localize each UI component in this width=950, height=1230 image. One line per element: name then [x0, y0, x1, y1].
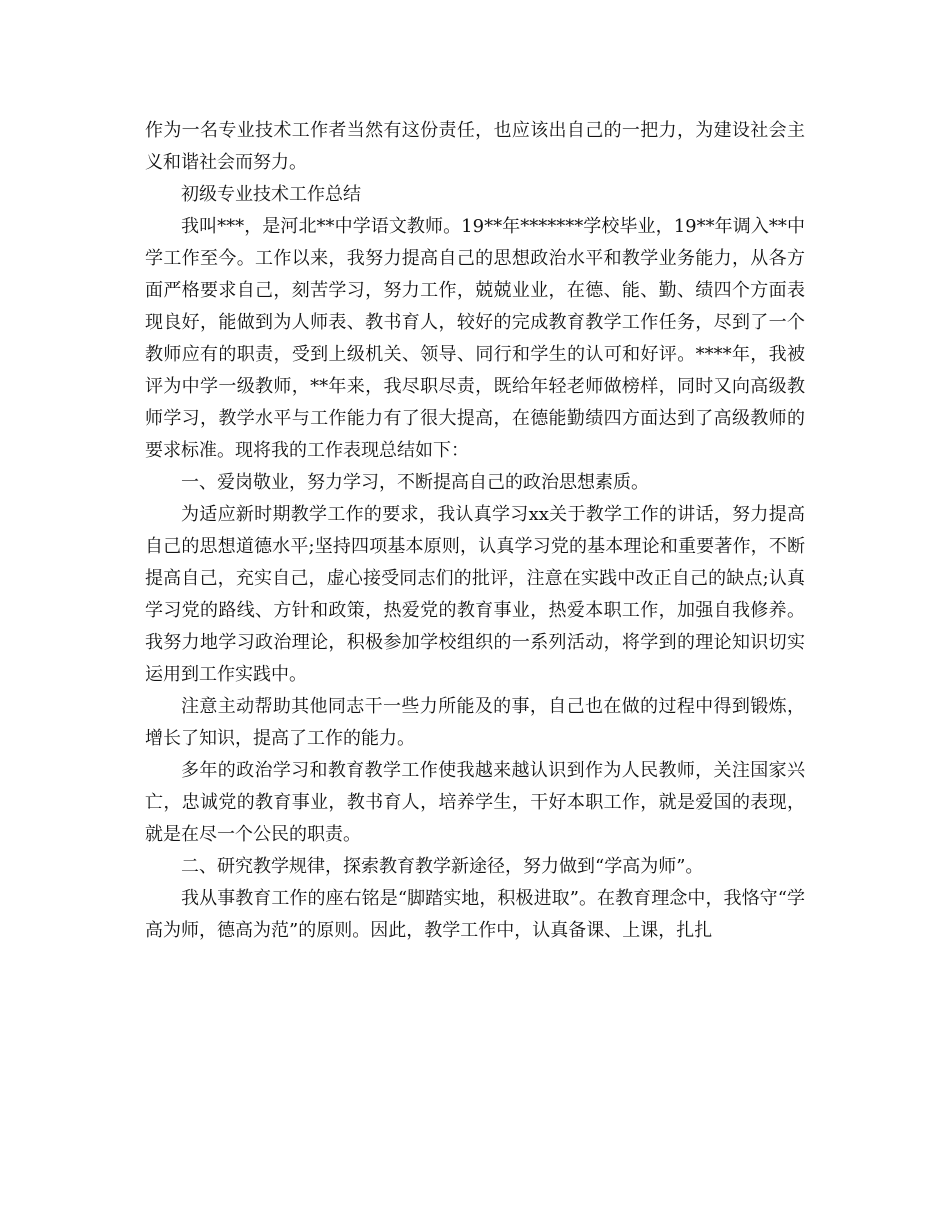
heading-two: 二、研究教学规律，探索教育教学新途径，努力做到“学高为师”。 — [181, 856, 704, 877]
document-body — [145, 115, 805, 947]
paragraph-intro: 我叫***，是河北**中学语文教师。19**年*******学校毕业，19**年调入**中学工作至今。工作以来，我努力提高自己的思想政治水平和教学业务能力，从各方面严格要求自己，刻苦学习，努力工作，兢兢业业，在德、能、勤、绩四个方面表现良好，能做到为人师表、教书育人，较好的完成教育教学工作任务，尽到了一个教师应有的职责，受到上级机关、领导、同行和学生的认可和好评。****年，我被评为中学一级教师，**年来，我尽职尽责，既给年轻老师做榜样，同时又向高级教师学习，教学水平与工作能力有了很大提高，在德能勤绩四方面达到了高级教师的要求标准。现将我的工作表现总结如下： — [145, 216, 805, 461]
paragraph-study: 为适应新时期教学工作的要求，我认真学习xx关于教学工作的讲话，努力提高自己的思想道德水平;坚持四项基本原则，认真学习党的基本理论和重要著作，不断提高自己，充实自己，虚心接受同志们的批评，注意在实践中改正自己的缺点;认真学习党的路线、方针和政策，热爱党的教育事业，热爱本职工作，加强自我修养。我努力地学习政治理论，积极参加学校组织的一系列活动，将学到的理论知识切实运用到工作实践中。 — [145, 504, 805, 685]
paragraph-continuation: 作为一名专业技术工作者当然有这份责任，也应该出自己的一把力，为建设社会主义和谐社会而努力。 — [145, 120, 805, 173]
paragraph-motto: 我从事教育工作的座右铭是“脚踏实地，积极进取”。在教育理念中，我恪守“学高为师，德高为范”的原则。因此，教学工作中，认真备课、上课，扎扎 — [145, 888, 805, 941]
heading-one: 一、爱岗敬业，努力学习，不断提高自己的政治思想素质。 — [181, 472, 649, 493]
paragraph-patriotism: 多年的政治学习和教育教学工作使我越来越认识到作为人民教师，关注国家兴亡，忠诚党的教育事业，教书育人，培养学生，干好本职工作，就是爱国的表现，就是在尽一个公民的职责。 — [145, 760, 805, 845]
section-title: 初级专业技术工作总结 — [181, 184, 361, 205]
paragraph-help: 注意主动帮助其他同志干一些力所能及的事，自己也在做的过程中得到锻炼，增长了知识，提高了工作的能力。 — [145, 696, 805, 749]
